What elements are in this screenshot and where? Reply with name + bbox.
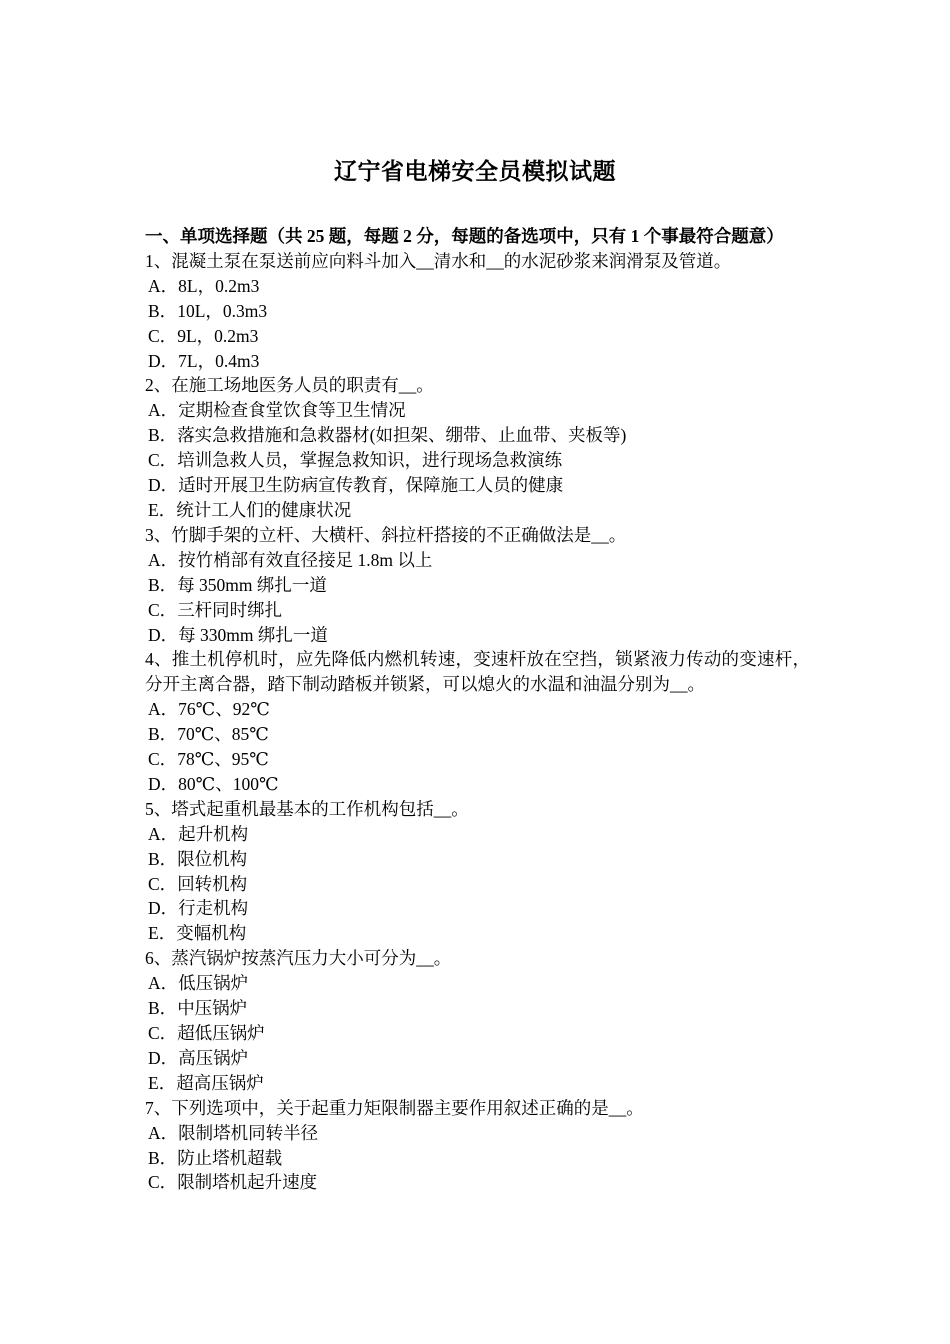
option-text: 10L，0.3m3: [177, 300, 268, 321]
option-letter: C．: [148, 599, 178, 620]
answer-option: [145, 1170, 810, 1195]
option-text: 统计工人们的健康状况: [176, 499, 352, 520]
question-text: 1、混凝土泵在泵送前应向料斗加入__清水和__的水泥砂浆来润滑泵及管道。: [145, 250, 732, 271]
option-letter: C．: [148, 749, 178, 770]
answer-option: [145, 274, 810, 299]
option-text: 8L，0.2m3: [178, 275, 260, 296]
option-text: 76℃、92℃: [178, 699, 270, 720]
option-letter: A．: [148, 549, 179, 570]
option-letter: C．: [148, 1172, 178, 1193]
answer-option: [145, 398, 810, 423]
answer-option: [145, 722, 810, 747]
option-text: 超高压锅炉: [176, 1072, 264, 1093]
question-text: 4、推土机停机时，应先降低内燃机转速，变速杆放在空挡，锁紧液力传动的变速杆，分开主离合器，踏下制动踏板并锁紧，可以熄火的水温和油温分别为__。: [145, 649, 810, 695]
answer-option: [145, 921, 810, 946]
option-letter: B．: [148, 998, 178, 1019]
question-text: 3、竹脚手架的立杆、大横杆、斜拉杆搭接的不正确做法是__。: [145, 524, 627, 545]
answer-option: [145, 423, 810, 448]
option-letter: A．: [148, 973, 179, 994]
option-letter: B．: [148, 425, 178, 446]
option-letter: A．: [148, 823, 179, 844]
option-letter: A．: [148, 275, 179, 296]
option-text: 每 350mm 绑扎一道: [177, 574, 327, 595]
option-letter: B．: [148, 574, 178, 595]
option-text: 78℃、95℃: [177, 749, 269, 770]
answer-option: [145, 324, 810, 349]
option-letter: E．: [148, 923, 177, 944]
option-letter: D．: [148, 1047, 179, 1068]
option-letter: D．: [148, 624, 179, 645]
answer-option: [145, 822, 810, 847]
option-letter: A．: [148, 400, 179, 421]
option-text: 适时开展卫生防病宣传教育，保障施工人员的健康: [178, 475, 564, 496]
page-title: 辽宁省电梯安全员模拟试题: [334, 159, 616, 184]
question-text: 2、在施工场地医务人员的职责有__。: [145, 375, 434, 396]
document-body: [145, 224, 810, 1195]
option-text: 行走机构: [178, 898, 249, 919]
option-text: 高压锅炉: [178, 1047, 249, 1068]
option-letter: C．: [148, 450, 178, 471]
option-text: 限制塔机起升速度: [177, 1172, 318, 1193]
option-text: 变幅机构: [176, 923, 247, 944]
answer-option: [145, 1046, 810, 1071]
option-text: 低压锅炉: [178, 973, 249, 994]
option-text: 培训急救人员，掌握急救知识，进行现场急救演练: [177, 450, 563, 471]
question-block: [145, 647, 810, 796]
answer-option: [145, 697, 810, 722]
answer-option: [145, 598, 810, 623]
option-letter: E．: [148, 499, 177, 520]
option-letter: B．: [148, 1147, 178, 1168]
option-letter: D．: [148, 475, 179, 496]
option-text: 中压锅炉: [177, 998, 248, 1019]
answer-option: [145, 1121, 810, 1146]
question-block: [145, 249, 810, 374]
option-text: 80℃、100℃: [178, 773, 279, 794]
answer-option: [145, 498, 810, 523]
option-text: 定期检查食堂饮食等卫生情况: [178, 400, 406, 421]
option-text: 落实急救措施和急救器材(如担架、绷带、止血带、夹板等): [177, 425, 627, 446]
option-letter: E．: [148, 1072, 177, 1093]
answer-option: [145, 747, 810, 772]
option-letter: C．: [148, 325, 178, 346]
question-text: 7、下列选项中，关于起重力矩限制器主要作用叙述正确的是__。: [145, 1097, 644, 1118]
question-block: [145, 797, 810, 946]
option-text: 起升机构: [178, 823, 249, 844]
section-heading: 一、单项选择题（共 25 题，每题 2 分，每题的备选项中，只有 1 个事最符合题意）: [145, 226, 784, 246]
option-letter: C．: [148, 873, 178, 894]
answer-option: [145, 349, 810, 374]
option-text: 按竹梢部有效直径接足 1.8m 以上: [178, 549, 433, 570]
option-text: 9L，0.2m3: [177, 325, 259, 346]
option-text: 限位机构: [177, 848, 248, 869]
answer-option: [145, 448, 810, 473]
option-letter: B．: [148, 300, 178, 321]
option-letter: C．: [148, 1023, 178, 1043]
option-text: 70℃、85℃: [177, 724, 269, 745]
option-letter: A．: [148, 1122, 179, 1143]
answer-option: [145, 473, 810, 498]
option-letter: D．: [148, 773, 179, 794]
option-text: 三杆同时绑扎: [177, 599, 283, 620]
question-text: 5、塔式起重机最基本的工作机构包括__。: [145, 798, 469, 819]
option-letter: B．: [148, 724, 178, 745]
question-block: [145, 523, 810, 648]
option-text: 限制塔机同转半径: [178, 1122, 319, 1143]
answer-option: [145, 971, 810, 996]
answer-option: [145, 896, 810, 921]
question-block: [145, 946, 810, 1095]
answer-option: [145, 872, 810, 897]
answer-option: [145, 299, 810, 324]
answer-option: [145, 772, 810, 797]
question-text: 6、蒸汽锅炉按蒸汽压力大小可分为__。: [145, 948, 452, 969]
option-text: 回转机构: [177, 873, 248, 894]
option-text: 每 330mm 绑扎一道: [178, 624, 328, 645]
answer-option: [145, 1021, 810, 1046]
answer-option: [145, 573, 810, 598]
option-letter: D．: [148, 898, 179, 919]
answer-option: [145, 847, 810, 872]
option-text: 超低压锅炉: [177, 1023, 265, 1043]
answer-option: [145, 1146, 810, 1171]
question-block: [145, 1096, 810, 1196]
answer-option: [145, 996, 810, 1021]
answer-option: [145, 623, 810, 648]
answer-option: [145, 548, 810, 573]
question-list: [145, 249, 810, 1195]
option-text: 7L，0.4m3: [178, 350, 260, 371]
answer-option: [145, 1071, 810, 1096]
option-text: 防止塔机超载: [177, 1147, 283, 1168]
option-letter: A．: [148, 699, 179, 720]
question-block: [145, 373, 810, 522]
option-letter: D．: [148, 350, 179, 371]
option-letter: B．: [148, 848, 178, 869]
